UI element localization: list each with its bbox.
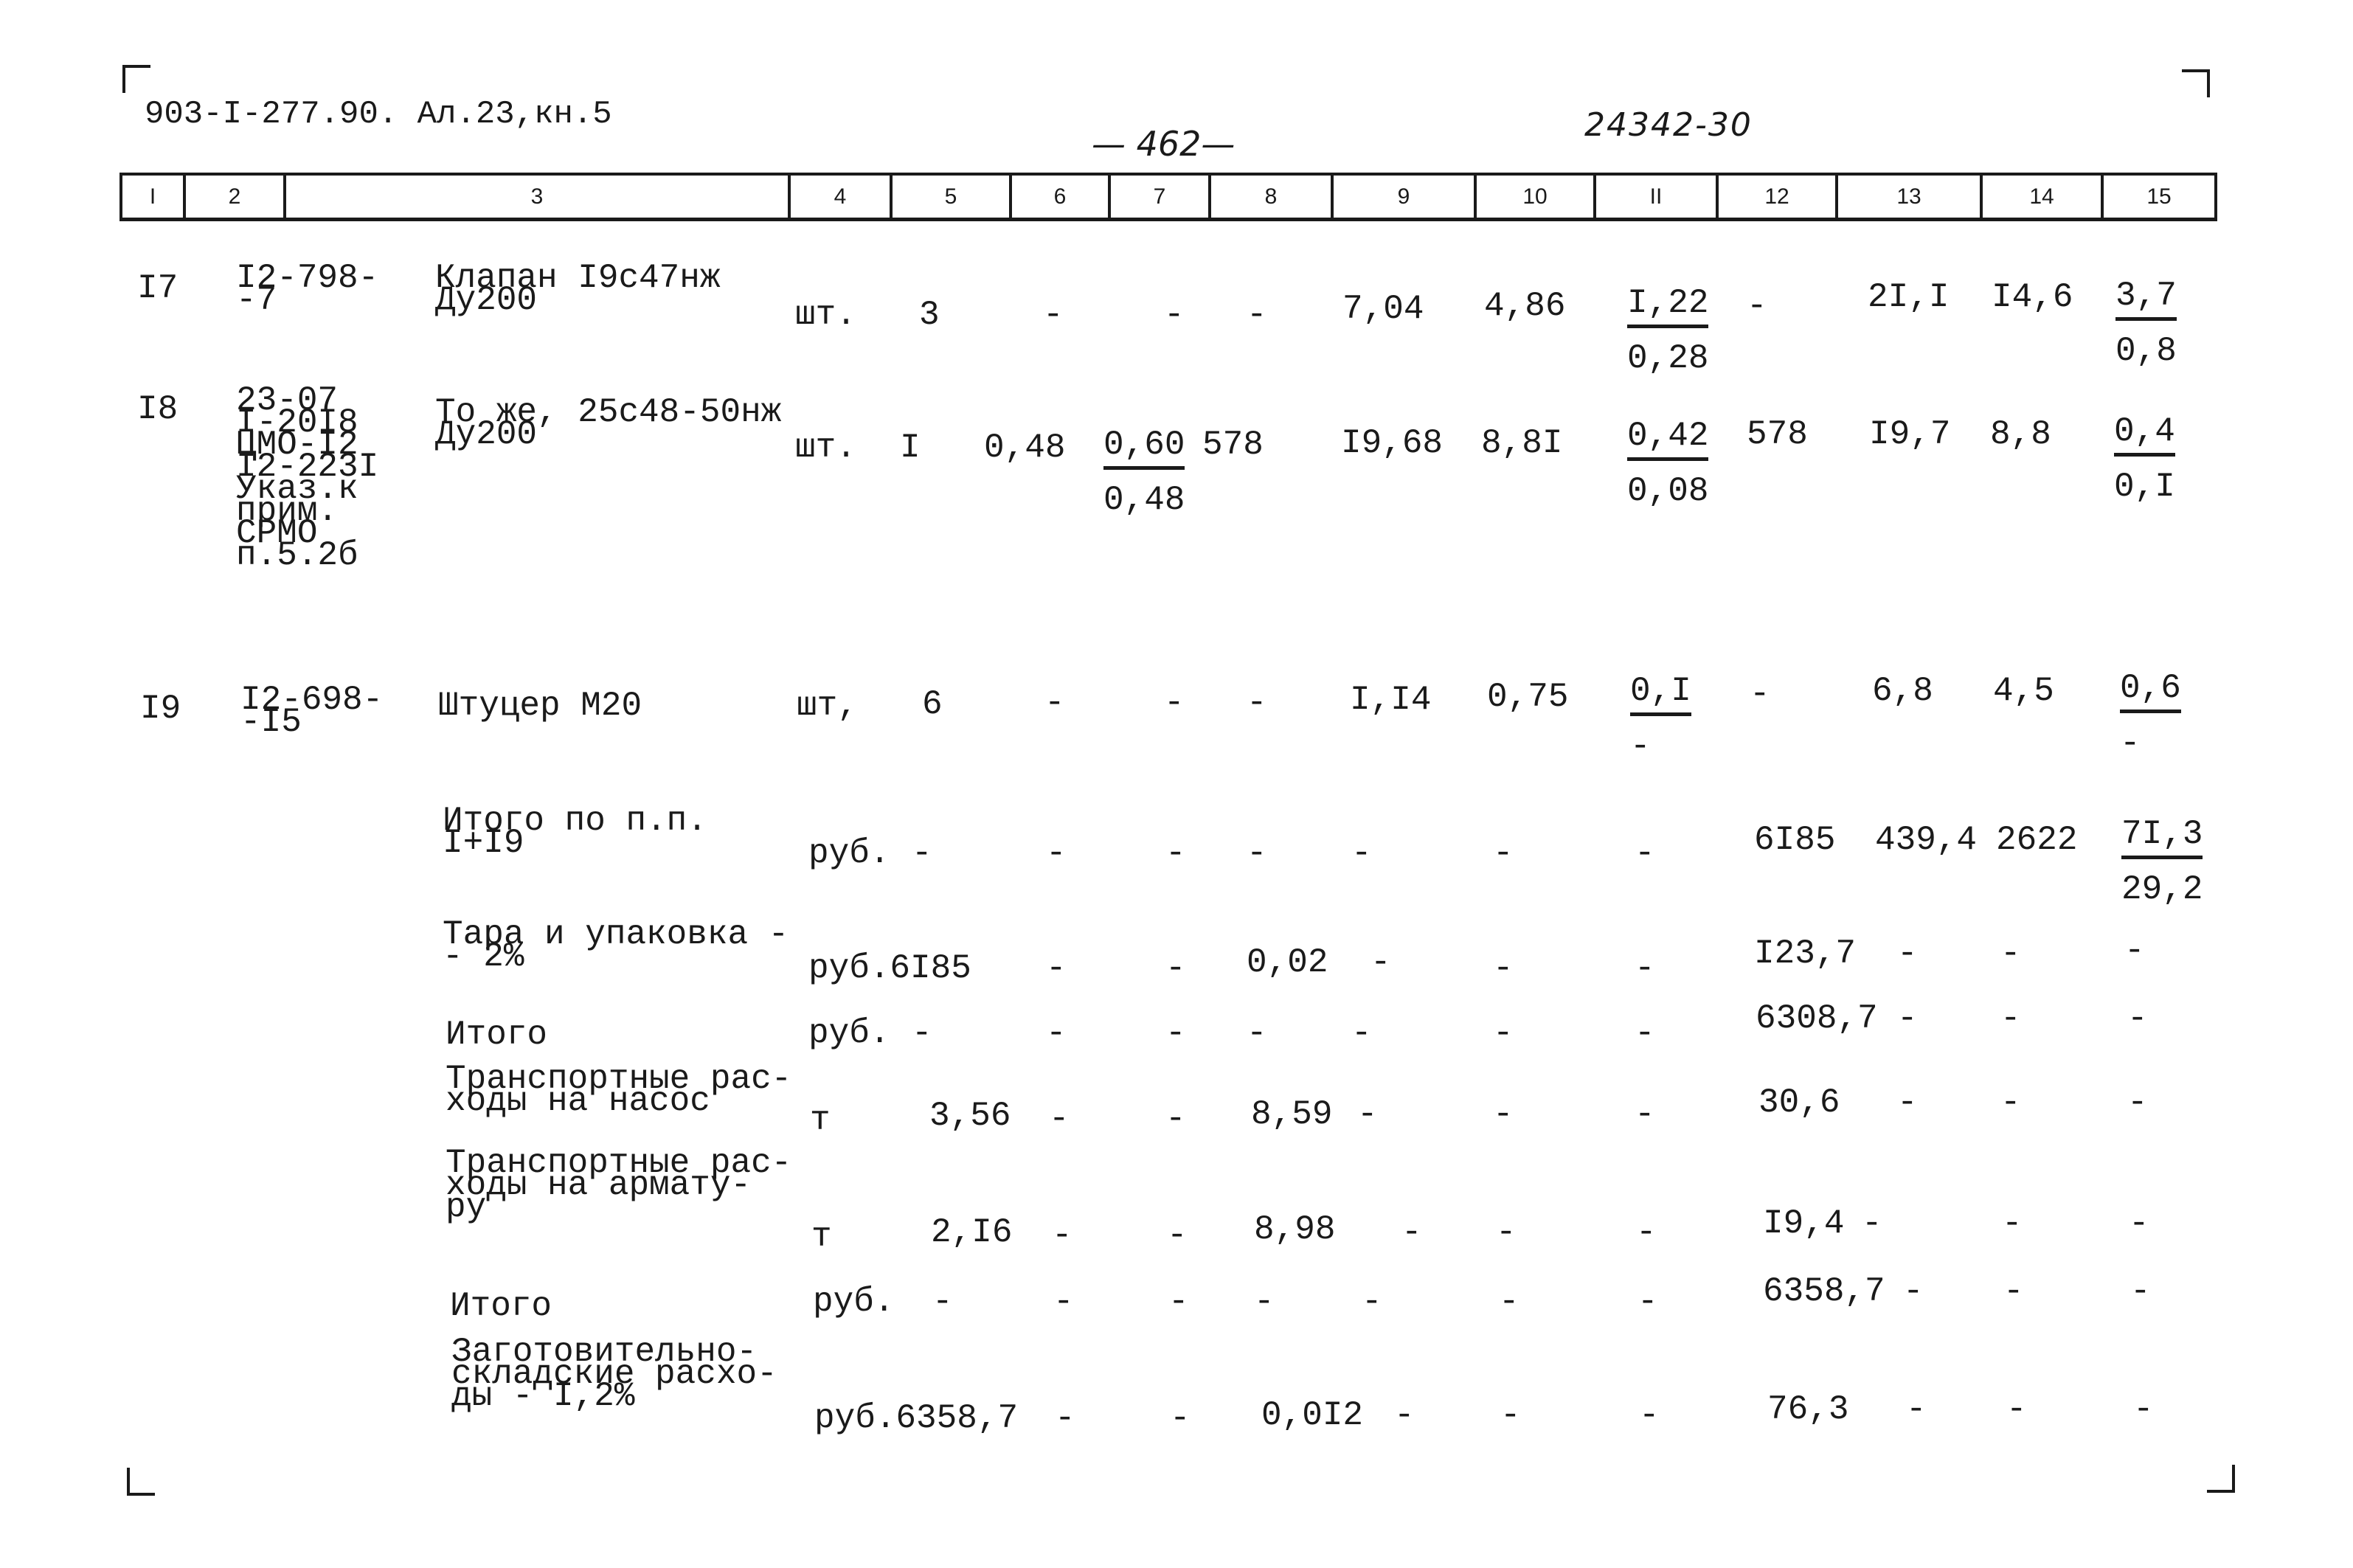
- cell-col13: -: [1897, 1083, 1918, 1122]
- cell-col6: 0,48: [984, 429, 1066, 467]
- fraction-col15: [2121, 815, 2203, 909]
- cell-col12: 578: [1747, 415, 1808, 454]
- fraction-col15: [2114, 414, 2175, 504]
- cell-col10: -: [1493, 834, 1514, 873]
- cell-col13: 439,4: [1875, 821, 1978, 859]
- cell-col10: 8,8I: [1481, 424, 1563, 462]
- cell-col9: 7,04: [1342, 290, 1424, 328]
- col-number: 10: [1474, 176, 1593, 218]
- cell-col10: -: [1496, 1213, 1517, 1252]
- cell-col6: -: [1044, 684, 1065, 722]
- fraction-numerator: 0,60: [1103, 428, 1185, 470]
- cell-col13: I9,7: [1869, 415, 1951, 454]
- fraction-numerator: 0,4: [2114, 414, 2175, 457]
- cell-col6: -: [1046, 1014, 1067, 1052]
- cell-col9: -: [1351, 834, 1372, 873]
- cell-col14: -: [2002, 1204, 2023, 1243]
- fraction-denominator: 29,2: [2121, 870, 2203, 909]
- cell-col15: -: [2133, 1390, 2154, 1429]
- col-number: I: [149, 184, 156, 209]
- unit: шт.: [795, 296, 856, 334]
- price-code: 23-07 I-20I8 ЦМО-I2 I2-223I Указ.к прим. СРМО п.5.2б: [236, 381, 379, 575]
- cell-col14: -: [2000, 934, 2021, 973]
- item-name: Клапан I9с47нж Ду200: [435, 259, 721, 319]
- fraction-denominator: 0,I: [2114, 468, 2175, 506]
- cell-col12: 6308,7: [1756, 999, 1878, 1038]
- cell-col9: -: [1362, 1283, 1382, 1321]
- inventory-number: 24342-30: [1584, 106, 1753, 144]
- cell-col12: 30,6: [1758, 1083, 1840, 1122]
- col-number: 5: [890, 176, 1009, 218]
- cell-col9: -: [1401, 1213, 1422, 1252]
- cell-col9: -: [1394, 1396, 1415, 1435]
- cell-col12: -: [1747, 287, 1767, 325]
- col-number: 7: [1108, 176, 1208, 218]
- cell-col6: -: [1052, 1216, 1072, 1255]
- corner-mark-bottom-right: [2207, 1465, 2235, 1493]
- document-code: 903-I-277.90. Ал.23,кн.5: [145, 96, 612, 133]
- cell-col8: 0,0I2: [1261, 1396, 1364, 1435]
- summary-label: Итого: [450, 1287, 552, 1325]
- item-name: Штуцер М20: [438, 687, 642, 725]
- cell-col8: -: [1247, 834, 1267, 873]
- corner-mark-top-right: [2182, 69, 2210, 97]
- fraction-numerator: 3,7: [2115, 279, 2177, 321]
- col-number: 13: [1835, 176, 1980, 218]
- cell-col10: -: [1493, 1014, 1514, 1052]
- cell-col11: -: [1639, 1396, 1660, 1435]
- col-number: 2: [183, 176, 283, 218]
- cell-col8: 0,02: [1247, 943, 1328, 982]
- cell-col7: -: [1165, 1014, 1186, 1052]
- cell-col6: -: [1046, 949, 1067, 988]
- quantity: I: [900, 429, 921, 467]
- cell-col12: -: [1750, 675, 1770, 713]
- cell-col10: -: [1493, 949, 1514, 988]
- cell-col12: 6I85: [1754, 821, 1836, 859]
- cell-col12: I23,7: [1754, 934, 1857, 973]
- cell-col6: -: [1055, 1399, 1075, 1437]
- cell-col8: -: [1254, 1283, 1275, 1321]
- cell-col14: 2622: [1996, 821, 2078, 859]
- fraction-col11: [1627, 419, 1708, 508]
- cell-col14: -: [2003, 1272, 2024, 1311]
- fraction-denominator: 0,48: [1103, 481, 1185, 519]
- fraction-denominator: -: [1630, 727, 1651, 766]
- cell-col15: -: [2130, 1272, 2151, 1311]
- cell-col13: -: [1897, 999, 1918, 1038]
- summary-label: Итого: [446, 1016, 548, 1054]
- cell-col5: -: [912, 1014, 932, 1052]
- summary-label: Тара и упаковка - - 2%: [443, 915, 789, 976]
- quantity: 3: [919, 296, 940, 334]
- unit: руб.: [808, 1014, 890, 1052]
- cell-col10: -: [1493, 1095, 1514, 1134]
- cell-col5: 2,I6: [931, 1213, 1013, 1252]
- cell-col8: -: [1247, 296, 1267, 334]
- cell-col10: -: [1500, 1396, 1521, 1435]
- cell-col10: 4,86: [1484, 287, 1566, 325]
- col-number: 8: [1208, 176, 1331, 218]
- cell-col7: -: [1165, 1100, 1186, 1138]
- cell-col13: -: [1897, 934, 1918, 973]
- cell-col12: I9,4: [1763, 1204, 1845, 1243]
- cell-col8: 578: [1202, 426, 1264, 464]
- price-code: I2-698- -I5: [240, 681, 384, 741]
- fraction-col11: [1630, 672, 1691, 766]
- row-number: I8: [137, 390, 179, 429]
- page-number: — 462—: [1092, 124, 1236, 164]
- fraction-col15: [2115, 279, 2177, 368]
- fraction-col7: [1103, 428, 1185, 517]
- col-number: 4: [788, 176, 890, 218]
- col-number: 9: [1331, 176, 1474, 218]
- cell-col8: -: [1247, 1014, 1267, 1052]
- cell-col5: -: [912, 834, 932, 873]
- cell-col7: -: [1168, 1283, 1189, 1321]
- cell-col5: -: [932, 1283, 953, 1321]
- cell-col7: -: [1164, 684, 1185, 722]
- cell-col14: -: [2000, 1083, 2021, 1122]
- unit: руб.: [813, 1283, 895, 1321]
- summary-label: Заготовительно- складские расхо- ды - I,2%: [451, 1333, 777, 1415]
- cell-col10: 0,75: [1487, 678, 1569, 716]
- fraction-numerator: 0,42: [1627, 419, 1708, 461]
- row-number: I7: [137, 269, 179, 308]
- cell-col13: -: [1903, 1272, 1924, 1311]
- fraction-denominator: 0,8: [2115, 332, 2177, 370]
- cell-col7: -: [1165, 834, 1186, 873]
- fraction-denominator: -: [2120, 724, 2141, 763]
- cell-col13: -: [1906, 1390, 1927, 1429]
- cell-col6: -: [1049, 1100, 1070, 1138]
- col-number: 6: [1009, 176, 1108, 218]
- corner-mark-top-left: [122, 65, 150, 93]
- summary-label: Итого по п.п. I+I9: [443, 802, 707, 862]
- cell-col5: 3,56: [929, 1097, 1011, 1135]
- corner-mark-bottom-left: [127, 1468, 155, 1496]
- unit: руб.: [808, 834, 890, 873]
- cell-col6: -: [1053, 1283, 1074, 1321]
- fraction-col15: [2120, 669, 2181, 763]
- cell-col8: -: [1247, 684, 1267, 722]
- quantity: 6: [922, 685, 943, 724]
- col-number: 14: [1980, 176, 2101, 218]
- cell-col13: 6,8: [1872, 672, 1933, 710]
- cell-col9: I,I4: [1350, 681, 1432, 719]
- unit: шт.: [795, 429, 856, 467]
- cell-col8: 8,98: [1254, 1210, 1336, 1249]
- cell-col15: -: [2129, 1204, 2149, 1243]
- cell-col14: 8,8: [1990, 415, 2051, 454]
- cell-col12: 76,3: [1767, 1390, 1849, 1429]
- cell-col6: -: [1043, 296, 1064, 334]
- cell-col11: -: [1638, 1283, 1658, 1321]
- cell-col14: -: [2006, 1390, 2027, 1429]
- fraction-numerator: I,22: [1627, 286, 1708, 328]
- cell-col11: -: [1635, 949, 1655, 988]
- col-number: 3: [283, 176, 788, 218]
- cell-col7: -: [1167, 1216, 1188, 1255]
- col-number: 12: [1716, 176, 1835, 218]
- cell-col8: 8,59: [1251, 1095, 1333, 1134]
- row-number: I9: [140, 690, 181, 728]
- col-number: 15: [2101, 176, 2214, 218]
- cell-col15: -: [2124, 932, 2145, 970]
- cell-col6: -: [1046, 834, 1067, 873]
- cell-col14: I4,6: [1992, 278, 2073, 316]
- summary-label: Транспортные рас- ходы на армату- ру: [446, 1144, 792, 1227]
- fraction-numerator: 0,6: [2120, 671, 2181, 713]
- unit: руб.6I85: [808, 949, 971, 988]
- col-number: II: [1593, 176, 1716, 218]
- cell-col11: -: [1635, 1095, 1655, 1134]
- cell-col7: -: [1164, 296, 1185, 334]
- cell-col14: 4,5: [1993, 672, 2054, 710]
- summary-label: Транспортные рас- ходы на насос: [446, 1060, 792, 1120]
- cell-col14: -: [2000, 999, 2021, 1038]
- cell-col12: 6358,7: [1763, 1272, 1885, 1311]
- unit: шт,: [797, 687, 858, 725]
- cell-col10: -: [1499, 1283, 1519, 1321]
- cell-col11: -: [1636, 1213, 1657, 1252]
- cell-col9: -: [1357, 1095, 1378, 1134]
- cell-col13: 2I,I: [1868, 278, 1950, 316]
- column-number-header: [119, 173, 2217, 221]
- unit: руб.6358,7: [814, 1399, 1019, 1437]
- cell-col15: -: [2127, 999, 2148, 1038]
- cell-col13: -: [1862, 1204, 1882, 1243]
- unit: т: [810, 1101, 831, 1139]
- unit: т: [811, 1218, 832, 1256]
- cell-col7: -: [1165, 949, 1186, 988]
- cell-col9: -: [1370, 943, 1391, 982]
- fraction-numerator: 7I,3: [2121, 817, 2203, 859]
- cell-col11: -: [1635, 834, 1655, 873]
- cell-col9: -: [1351, 1014, 1372, 1052]
- fraction-denominator: 0,28: [1627, 339, 1709, 378]
- cell-col7: -: [1170, 1399, 1191, 1437]
- cell-col15: -: [2127, 1083, 2148, 1122]
- fraction-numerator: 0,I: [1630, 674, 1691, 716]
- cell-col9: I9,68: [1341, 424, 1444, 462]
- cell-col11: -: [1635, 1014, 1655, 1052]
- item-name: То же, 25с48-50нж Ду200: [435, 393, 782, 454]
- price-code: I2-798- -7: [236, 259, 379, 319]
- fraction-denominator: 0,08: [1627, 472, 1709, 510]
- fraction-col11: [1627, 284, 1709, 378]
